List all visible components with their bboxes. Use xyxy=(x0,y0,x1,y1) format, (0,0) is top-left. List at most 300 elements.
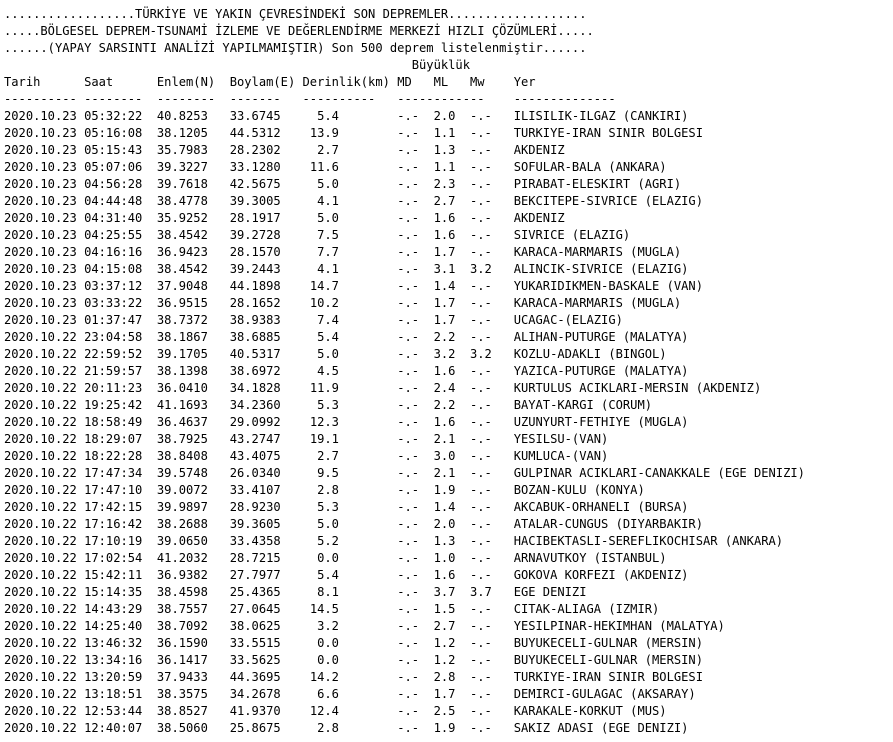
row-mw: -.- xyxy=(470,109,492,123)
row-date: 2020.10.23 xyxy=(4,228,77,242)
row-md: -.- xyxy=(397,619,420,633)
row-ml: 1.7 xyxy=(433,245,456,259)
row-depth: 2.7 xyxy=(317,143,339,157)
earthquake-row xyxy=(4,465,893,482)
row-longitude: 43.4075 xyxy=(229,449,281,463)
row-ml: 2.7 xyxy=(433,194,456,208)
row-time: 20:11:23 xyxy=(84,381,143,395)
row-time: 04:25:55 xyxy=(84,228,143,242)
row-ml: 2.3 xyxy=(433,177,456,191)
row-location: ILISILIK-ILGAZ (CANKIRI) xyxy=(513,109,689,123)
row-depth: 11.6 xyxy=(309,160,339,174)
row-time: 03:37:12 xyxy=(84,279,143,293)
row-location: BUYUKECELI-GULNAR (MERSIN) xyxy=(513,636,703,650)
row-latitude: 39.0072 xyxy=(156,483,208,497)
row-location: SOFULAR-BALA (ANKARA) xyxy=(513,160,667,174)
row-location: ATALAR-CUNGUS (DIYARBAKIR) xyxy=(513,517,703,531)
earthquake-row xyxy=(4,533,893,550)
earthquake-row xyxy=(4,397,893,414)
row-depth: 2.8 xyxy=(317,483,339,497)
row-md: -.- xyxy=(397,551,420,565)
row-date: 2020.10.22 xyxy=(4,364,77,378)
row-depth: 7.4 xyxy=(317,313,339,327)
separator-location: -------------- xyxy=(513,92,616,106)
row-mw: -.- xyxy=(470,143,492,157)
row-md: -.- xyxy=(397,432,420,446)
row-time: 17:47:34 xyxy=(84,466,143,480)
row-location: KOZLU-ADAKLI (BINGOL) xyxy=(513,347,667,361)
row-date: 2020.10.22 xyxy=(4,466,77,480)
row-ml: 1.6 xyxy=(433,364,456,378)
earthquake-row xyxy=(4,227,893,244)
row-longitude: 44.3695 xyxy=(229,670,281,684)
row-ml: 2.8 xyxy=(433,670,456,684)
row-md: -.- xyxy=(397,126,420,140)
row-latitude: 38.1398 xyxy=(156,364,208,378)
row-time: 18:58:49 xyxy=(84,415,143,429)
separator-depth: ---------- xyxy=(302,92,376,106)
row-mw: -.- xyxy=(470,517,492,531)
row-mw: -.- xyxy=(470,670,492,684)
row-date: 2020.10.22 xyxy=(4,483,77,497)
row-latitude: 39.0650 xyxy=(156,534,208,548)
row-ml: 1.0 xyxy=(433,551,456,565)
row-longitude: 44.1898 xyxy=(229,279,281,293)
row-md: -.- xyxy=(397,585,420,599)
row-depth: 14.7 xyxy=(309,279,339,293)
row-ml: 2.0 xyxy=(433,517,456,531)
row-md: -.- xyxy=(397,415,420,429)
row-md: -.- xyxy=(397,160,420,174)
row-latitude: 39.1705 xyxy=(156,347,208,361)
row-date: 2020.10.22 xyxy=(4,432,77,446)
row-location: DEMIRCI-GULAGAC (AKSARAY) xyxy=(513,687,696,701)
row-ml: 1.1 xyxy=(433,126,456,140)
row-date: 2020.10.22 xyxy=(4,636,77,650)
row-ml: 2.4 xyxy=(433,381,456,395)
row-time: 22:59:52 xyxy=(84,347,143,361)
row-longitude: 34.2678 xyxy=(229,687,281,701)
row-time: 23:04:58 xyxy=(84,330,143,344)
row-time: 05:32:22 xyxy=(84,109,143,123)
col-header-md: MD xyxy=(397,75,412,89)
row-latitude: 38.4778 xyxy=(156,194,208,208)
row-latitude: 38.7092 xyxy=(156,619,208,633)
row-time: 05:16:08 xyxy=(84,126,143,140)
earthquake-row xyxy=(4,584,893,601)
row-longitude: 29.0992 xyxy=(229,415,281,429)
earthquake-row xyxy=(4,193,893,210)
row-mw: -.- xyxy=(470,330,492,344)
row-location: YAZICA-PUTURGE (MALATYA) xyxy=(513,364,689,378)
row-time: 21:59:57 xyxy=(84,364,143,378)
row-depth: 7.7 xyxy=(317,245,339,259)
row-ml: 3.0 xyxy=(433,449,456,463)
earthquake-row xyxy=(4,499,893,516)
row-location: SIVRICE (ELAZIG) xyxy=(513,228,631,242)
row-latitude: 36.4637 xyxy=(156,415,208,429)
row-mw: -.- xyxy=(470,364,492,378)
row-location: ALINCIK-SIVRICE (ELAZIG) xyxy=(513,262,689,276)
row-mw: -.- xyxy=(470,483,492,497)
row-latitude: 39.3227 xyxy=(156,160,208,174)
row-location: TURKIYE-IRAN SINIR BOLGESI xyxy=(513,670,703,684)
row-mw: -.- xyxy=(470,653,492,667)
header-separator-row xyxy=(4,91,893,108)
row-ml: 3.7 xyxy=(433,585,456,599)
row-depth: 4.5 xyxy=(317,364,339,378)
row-time: 03:33:22 xyxy=(84,296,143,310)
row-time: 14:25:40 xyxy=(84,619,143,633)
separator-time: -------- xyxy=(84,92,143,106)
row-date: 2020.10.22 xyxy=(4,619,77,633)
row-ml: 1.7 xyxy=(433,296,456,310)
row-md: -.- xyxy=(397,194,420,208)
earthquake-row xyxy=(4,448,893,465)
row-date: 2020.10.22 xyxy=(4,687,77,701)
row-mw: -.- xyxy=(470,228,492,242)
row-time: 17:47:10 xyxy=(84,483,143,497)
earthquake-row xyxy=(4,312,893,329)
row-location: UZUNYURT-FETHIYE (MUGLA) xyxy=(513,415,689,429)
row-md: -.- xyxy=(397,687,420,701)
row-date: 2020.10.22 xyxy=(4,704,77,718)
earthquake-table-body xyxy=(4,108,893,737)
row-date: 2020.10.23 xyxy=(4,160,77,174)
row-md: -.- xyxy=(397,517,420,531)
row-date: 2020.10.22 xyxy=(4,415,77,429)
row-latitude: 38.4598 xyxy=(156,585,208,599)
row-mw: -.- xyxy=(470,636,492,650)
separator-magnitude: ------------ xyxy=(397,92,485,106)
row-depth: 0.0 xyxy=(317,636,339,650)
magnitude-group-heading xyxy=(4,57,893,74)
row-date: 2020.10.22 xyxy=(4,517,77,531)
row-depth: 5.0 xyxy=(317,177,339,191)
row-longitude: 28.7215 xyxy=(229,551,281,565)
row-mw: 3.2 xyxy=(470,262,492,276)
row-ml: 1.2 xyxy=(433,653,456,667)
earthquake-row xyxy=(4,363,893,380)
row-location: ALIHAN-PUTURGE (MALATYA) xyxy=(513,330,689,344)
row-longitude: 43.2747 xyxy=(229,432,281,446)
row-depth: 19.1 xyxy=(309,432,339,446)
row-longitude: 28.9230 xyxy=(229,500,281,514)
row-depth: 11.9 xyxy=(309,381,339,395)
row-latitude: 38.7925 xyxy=(156,432,208,446)
row-time: 13:34:16 xyxy=(84,653,143,667)
row-ml: 2.2 xyxy=(433,330,456,344)
row-date: 2020.10.23 xyxy=(4,143,77,157)
row-md: -.- xyxy=(397,330,420,344)
row-mw: -.- xyxy=(470,177,492,191)
row-ml: 3.2 xyxy=(433,347,456,361)
row-ml: 2.1 xyxy=(433,466,456,480)
row-time: 13:18:51 xyxy=(84,687,143,701)
row-time: 04:15:08 xyxy=(84,262,143,276)
row-date: 2020.10.22 xyxy=(4,398,77,412)
row-mw: -.- xyxy=(470,160,492,174)
row-location: UCAGAC-(ELAZIG) xyxy=(513,313,623,327)
row-location: BAYAT-KARGI (CORUM) xyxy=(513,398,653,412)
earthquake-row xyxy=(4,125,893,142)
row-mw: -.- xyxy=(470,296,492,310)
row-latitude: 36.9515 xyxy=(156,296,208,310)
row-mw: -.- xyxy=(470,534,492,548)
row-location: KURTULUS ACIKLARI-MERSIN (AKDENIZ) xyxy=(513,381,762,395)
row-ml: 3.1 xyxy=(433,262,456,276)
col-header-time: Saat xyxy=(84,75,114,89)
row-latitude: 36.1590 xyxy=(156,636,208,650)
row-depth: 4.1 xyxy=(317,194,339,208)
row-time: 05:07:06 xyxy=(84,160,143,174)
row-depth: 5.0 xyxy=(317,347,339,361)
earthquake-row xyxy=(4,652,893,669)
row-latitude: 39.7618 xyxy=(156,177,208,191)
earthquake-row xyxy=(4,278,893,295)
row-ml: 1.7 xyxy=(433,687,456,701)
row-md: -.- xyxy=(397,704,420,718)
row-date: 2020.10.23 xyxy=(4,262,77,276)
row-md: -.- xyxy=(397,364,420,378)
earthquake-row xyxy=(4,295,893,312)
row-longitude: 39.3005 xyxy=(229,194,281,208)
row-location: KARACA-MARMARIS (MUGLA) xyxy=(513,296,682,310)
row-depth: 10.2 xyxy=(309,296,339,310)
row-longitude: 28.1917 xyxy=(229,211,281,225)
row-latitude: 39.5748 xyxy=(156,466,208,480)
row-mw: -.- xyxy=(470,449,492,463)
row-md: -.- xyxy=(397,228,420,242)
earthquake-row xyxy=(4,210,893,227)
row-longitude: 27.0645 xyxy=(229,602,281,616)
row-location: BEKCITEPE-SIVRICE (ELAZIG) xyxy=(513,194,703,208)
earthquake-row xyxy=(4,176,893,193)
earthquake-row xyxy=(4,669,893,686)
row-md: -.- xyxy=(397,466,420,480)
row-longitude: 41.9370 xyxy=(229,704,281,718)
row-mw: -.- xyxy=(470,381,492,395)
row-mw: -.- xyxy=(470,211,492,225)
row-date: 2020.10.22 xyxy=(4,381,77,395)
row-md: -.- xyxy=(397,534,420,548)
row-mw: -.- xyxy=(470,619,492,633)
col-header-depth: Derinlik(km) xyxy=(302,75,390,89)
row-latitude: 38.5060 xyxy=(156,721,208,735)
row-date: 2020.10.23 xyxy=(4,279,77,293)
row-latitude: 35.7983 xyxy=(156,143,208,157)
row-latitude: 38.8408 xyxy=(156,449,208,463)
row-date: 2020.10.22 xyxy=(4,534,77,548)
row-md: -.- xyxy=(397,245,420,259)
row-time: 15:14:35 xyxy=(84,585,143,599)
magnitude-group-label: Büyüklük xyxy=(411,58,470,72)
row-depth: 14.5 xyxy=(309,602,339,616)
row-date: 2020.10.22 xyxy=(4,449,77,463)
row-latitude: 38.8527 xyxy=(156,704,208,718)
row-ml: 2.0 xyxy=(433,109,456,123)
row-md: -.- xyxy=(397,449,420,463)
row-depth: 5.3 xyxy=(317,500,339,514)
row-depth: 5.4 xyxy=(317,330,339,344)
row-location: KARAKALE-KORKUT (MUS) xyxy=(513,704,667,718)
row-date: 2020.10.22 xyxy=(4,568,77,582)
row-longitude: 38.9383 xyxy=(229,313,281,327)
row-md: -.- xyxy=(397,500,420,514)
row-latitude: 38.4542 xyxy=(156,262,208,276)
row-longitude: 25.8675 xyxy=(229,721,281,735)
row-md: -.- xyxy=(397,568,420,582)
row-time: 01:37:47 xyxy=(84,313,143,327)
row-depth: 8.1 xyxy=(317,585,339,599)
row-time: 12:53:44 xyxy=(84,704,143,718)
row-longitude: 40.5317 xyxy=(229,347,281,361)
earthquake-row xyxy=(4,261,893,278)
row-location: ARNAVUTKOY (ISTANBUL) xyxy=(513,551,667,565)
row-longitude: 26.0340 xyxy=(229,466,281,480)
row-ml: 1.4 xyxy=(433,279,456,293)
row-mw: -.- xyxy=(470,432,492,446)
row-md: -.- xyxy=(397,483,420,497)
earthquake-row xyxy=(4,142,893,159)
row-latitude: 38.1867 xyxy=(156,330,208,344)
row-location: GULPINAR ACIKLARI-CANAKKALE (EGE DENIZI) xyxy=(513,466,805,480)
row-location: PIRABAT-ELESKIRT (AGRI) xyxy=(513,177,682,191)
row-depth: 0.0 xyxy=(317,551,339,565)
row-longitude: 33.4358 xyxy=(229,534,281,548)
row-depth: 2.7 xyxy=(317,449,339,463)
col-header-mw: Mw xyxy=(470,75,485,89)
row-latitude: 35.9252 xyxy=(156,211,208,225)
row-time: 13:20:59 xyxy=(84,670,143,684)
row-depth: 14.2 xyxy=(309,670,339,684)
row-latitude: 38.7557 xyxy=(156,602,208,616)
row-mw: -.- xyxy=(470,245,492,259)
row-mw: -.- xyxy=(470,687,492,701)
earthquake-row xyxy=(4,346,893,363)
row-ml: 1.6 xyxy=(433,415,456,429)
row-time: 04:44:48 xyxy=(84,194,143,208)
row-latitude: 40.8253 xyxy=(156,109,208,123)
row-location: AKCABUK-ORHANELI (BURSA) xyxy=(513,500,689,514)
row-mw: -.- xyxy=(470,194,492,208)
row-longitude: 28.1652 xyxy=(229,296,281,310)
row-ml: 2.5 xyxy=(433,704,456,718)
earthquake-list-page xyxy=(4,6,893,737)
row-depth: 13.9 xyxy=(309,126,339,140)
row-time: 17:02:54 xyxy=(84,551,143,565)
earthquake-row xyxy=(4,686,893,703)
earthquake-row xyxy=(4,720,893,737)
row-longitude: 39.2443 xyxy=(229,262,281,276)
row-time: 17:42:15 xyxy=(84,500,143,514)
row-latitude: 37.9433 xyxy=(156,670,208,684)
row-location: EGE DENIZI xyxy=(513,585,587,599)
row-longitude: 33.4107 xyxy=(229,483,281,497)
separator-lat: -------- xyxy=(156,92,216,106)
earthquake-row xyxy=(4,244,893,261)
row-date: 2020.10.22 xyxy=(4,500,77,514)
row-location: GOKOVA KORFEZI (AKDENIZ) xyxy=(513,568,689,582)
row-latitude: 38.1205 xyxy=(156,126,208,140)
row-depth: 5.4 xyxy=(317,568,339,582)
row-longitude: 38.6972 xyxy=(229,364,281,378)
row-mw: -.- xyxy=(470,466,492,480)
row-latitude: 36.9423 xyxy=(156,245,208,259)
row-depth: 12.4 xyxy=(309,704,339,718)
row-ml: 1.5 xyxy=(433,602,456,616)
row-longitude: 39.2728 xyxy=(229,228,281,242)
row-date: 2020.10.22 xyxy=(4,551,77,565)
row-md: -.- xyxy=(397,177,420,191)
row-ml: 1.9 xyxy=(433,721,456,735)
row-mw: -.- xyxy=(470,398,492,412)
row-date: 2020.10.23 xyxy=(4,211,77,225)
row-location: BOZAN-KULU (KONYA) xyxy=(513,483,645,497)
row-latitude: 37.9048 xyxy=(156,279,208,293)
row-md: -.- xyxy=(397,262,420,276)
row-mw: -.- xyxy=(470,721,492,735)
row-depth: 3.2 xyxy=(317,619,339,633)
row-mw: -.- xyxy=(470,500,492,514)
row-date: 2020.10.23 xyxy=(4,109,77,123)
earthquake-row xyxy=(4,108,893,125)
earthquake-row xyxy=(4,601,893,618)
row-depth: 6.6 xyxy=(317,687,339,701)
earthquake-row xyxy=(4,703,893,720)
row-latitude: 41.1693 xyxy=(156,398,208,412)
row-latitude: 39.9897 xyxy=(156,500,208,514)
row-location: HACIBEKTASLI-SEREFLIKOCHISAR (ANKARA) xyxy=(513,534,784,548)
row-longitude: 33.1280 xyxy=(229,160,281,174)
row-md: -.- xyxy=(397,313,420,327)
earthquake-row xyxy=(4,635,893,652)
row-time: 17:10:19 xyxy=(84,534,143,548)
row-latitude: 41.2032 xyxy=(156,551,208,565)
earthquake-row xyxy=(4,380,893,397)
row-date: 2020.10.22 xyxy=(4,602,77,616)
row-date: 2020.10.22 xyxy=(4,653,77,667)
row-depth: 5.0 xyxy=(317,211,339,225)
row-ml: 2.1 xyxy=(433,432,456,446)
row-depth: 5.3 xyxy=(317,398,339,412)
row-mw: -.- xyxy=(470,551,492,565)
row-md: -.- xyxy=(397,721,420,735)
row-depth: 5.4 xyxy=(317,109,339,123)
row-ml: 1.6 xyxy=(433,228,456,242)
row-time: 04:56:28 xyxy=(84,177,143,191)
row-longitude: 42.5675 xyxy=(229,177,281,191)
row-time: 14:43:29 xyxy=(84,602,143,616)
row-depth: 5.2 xyxy=(317,534,339,548)
row-time: 19:25:42 xyxy=(84,398,143,412)
row-date: 2020.10.23 xyxy=(4,245,77,259)
row-depth: 0.0 xyxy=(317,653,339,667)
row-location: KUMLUCA-(VAN) xyxy=(513,449,609,463)
row-location: TURKIYE-IRAN SINIR BOLGESI xyxy=(513,126,703,140)
row-longitude: 34.2360 xyxy=(229,398,281,412)
row-location: KARACA-MARMARIS (MUGLA) xyxy=(513,245,682,259)
row-location: AKDENIZ xyxy=(513,211,565,225)
row-ml: 1.9 xyxy=(433,483,456,497)
earthquake-row xyxy=(4,329,893,346)
row-longitude: 39.3605 xyxy=(229,517,281,531)
earthquake-row xyxy=(4,516,893,533)
row-md: -.- xyxy=(397,296,420,310)
earthquake-row xyxy=(4,482,893,499)
row-longitude: 38.0625 xyxy=(229,619,281,633)
row-location: AKDENIZ xyxy=(513,143,565,157)
